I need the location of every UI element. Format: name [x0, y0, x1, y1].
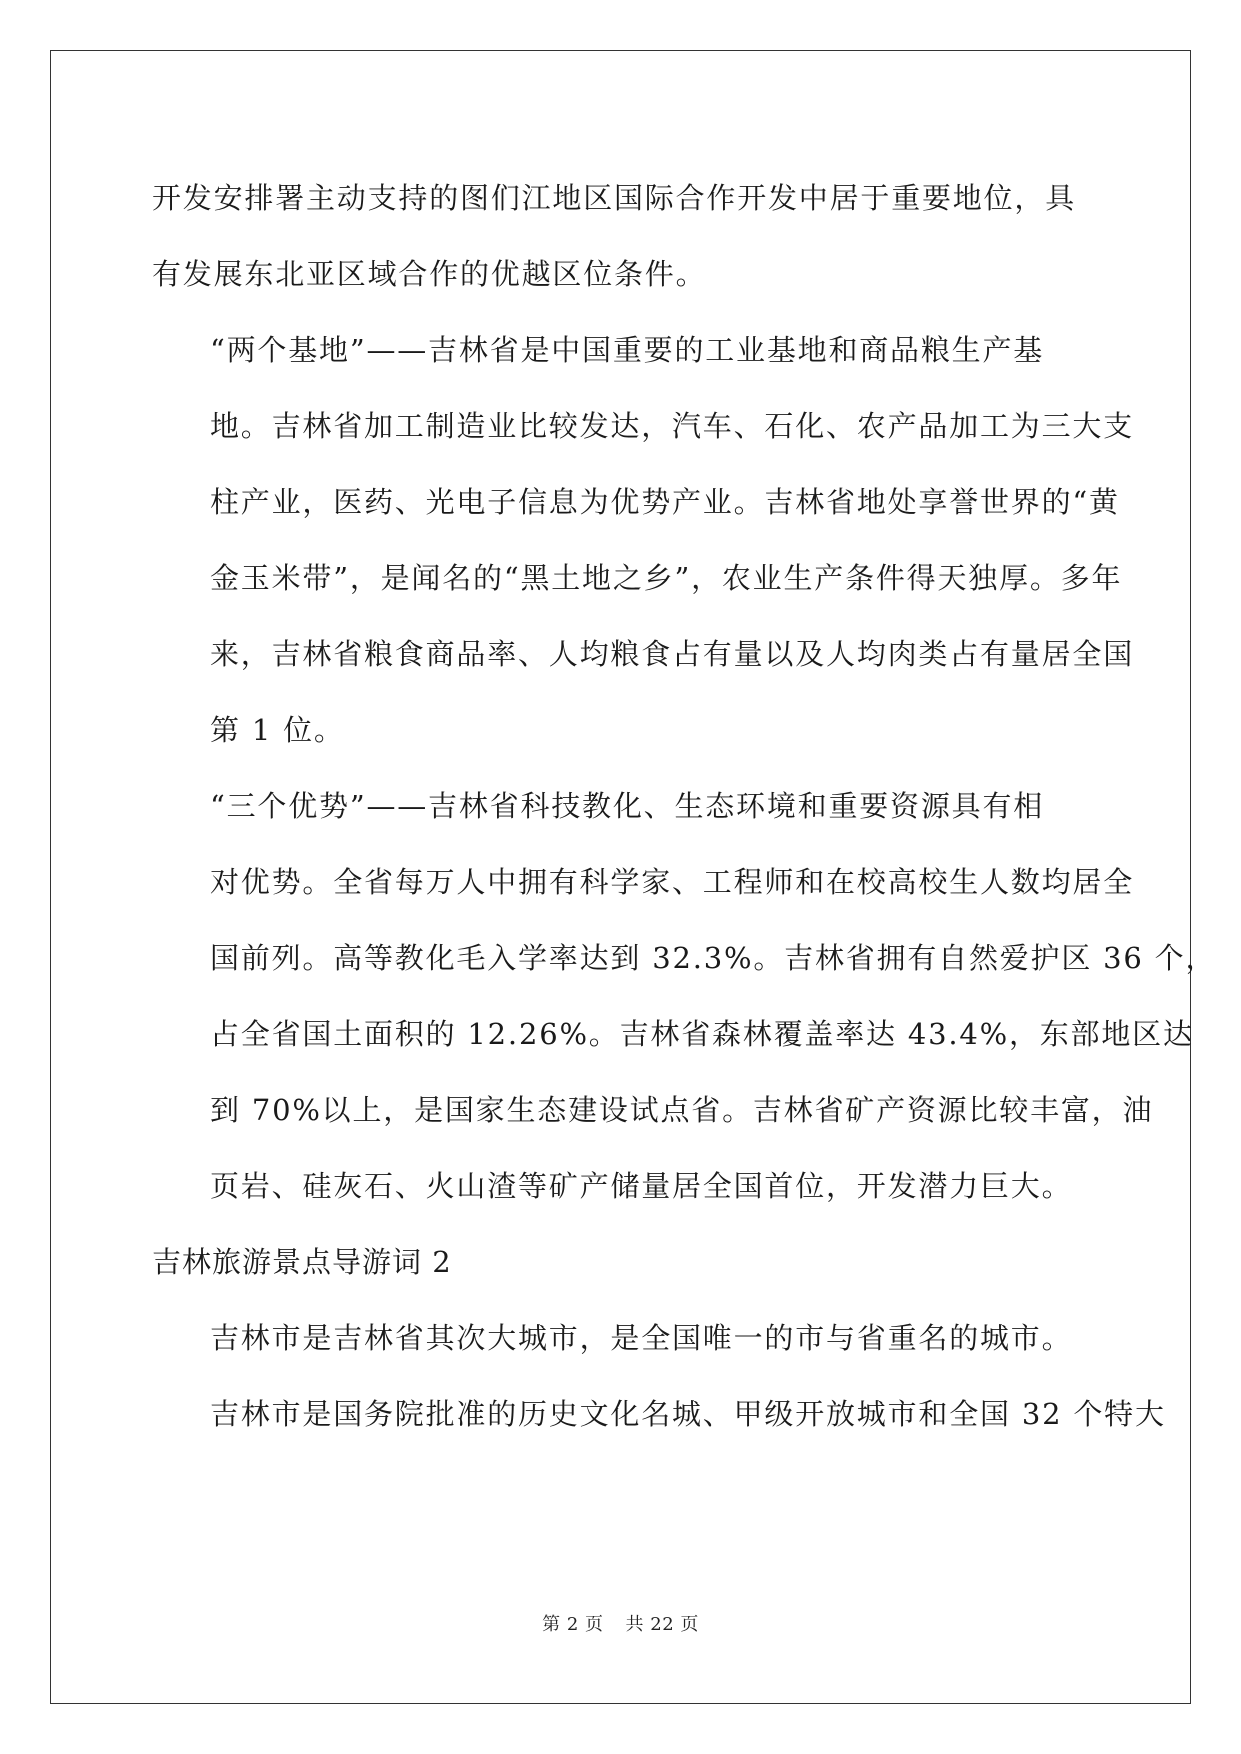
text-line: 开发安排署主动支持的图们江地区国际合作开发中居于重要地位，具 [152, 181, 1077, 215]
text-line: 占全省国土面积的 12.26%。吉林省森林覆盖率达 43.4%，东部地区达 [210, 1017, 1194, 1051]
text-line: “三个优势”——吉林省科技教化、生态环境和重要资源具有相 [210, 789, 1045, 823]
text-line: 金玉米带”，是闻名的“黑土地之乡”，农业生产条件得天独厚。多年 [210, 561, 1123, 595]
text-line: 国前列。高等教化毛入学率达到 32.3%。吉林省拥有自然爱护区 36 个， [210, 941, 1217, 975]
text-line: 第 1 位。 [210, 713, 345, 747]
paragraph [152, 312, 1135, 768]
text-line: “两个基地”——吉林省是中国重要的工业基地和商品粮生产基 [210, 333, 1045, 367]
page-number: 第 2 页 [542, 1614, 604, 1635]
page-footer [0, 1610, 1241, 1636]
text-line: 页岩、硅灰石、火山渣等矿产储量居全国首位，开发潜力巨大。 [210, 1169, 1073, 1203]
text-line: 柱产业，医药、光电子信息为优势产业。吉林省地处享誉世界的“黄 [210, 485, 1120, 519]
text-line: 有发展东北亚区域合作的优越区位条件。 [152, 257, 707, 291]
paragraph [152, 1300, 1166, 1452]
text-line: 到 70%以上，是国家生态建设试点省。吉林省矿产资源比较丰富，油 [210, 1093, 1154, 1127]
page-total: 共 22 页 [625, 1614, 699, 1635]
text-line: 来，吉林省粮食商品率、人均粮食占有量以及人均肉类占有量居全国 [210, 637, 1135, 671]
section-heading: 吉林旅游景点导游词 2 [152, 1245, 452, 1279]
paragraph [152, 768, 1217, 1224]
text-line: 对优势。全省每万人中拥有科学家、工程师和在校高校生人数均居全 [210, 865, 1135, 899]
text-line: 地。吉林省加工制造业比较发达，汽车、石化、农产品加工为三大支 [210, 409, 1135, 443]
document-body [152, 160, 1217, 1452]
paragraph [152, 160, 1092, 312]
text-line: 吉林市是吉林省其次大城市，是全国唯一的市与省重名的城市。 [210, 1321, 1073, 1355]
paragraph-group-1 [152, 160, 1217, 1224]
text-line: 吉林市是国务院批准的历史文化名城、甲级开放城市和全国 32 个特大 [210, 1397, 1166, 1431]
paragraph-group-2 [152, 1300, 1166, 1452]
